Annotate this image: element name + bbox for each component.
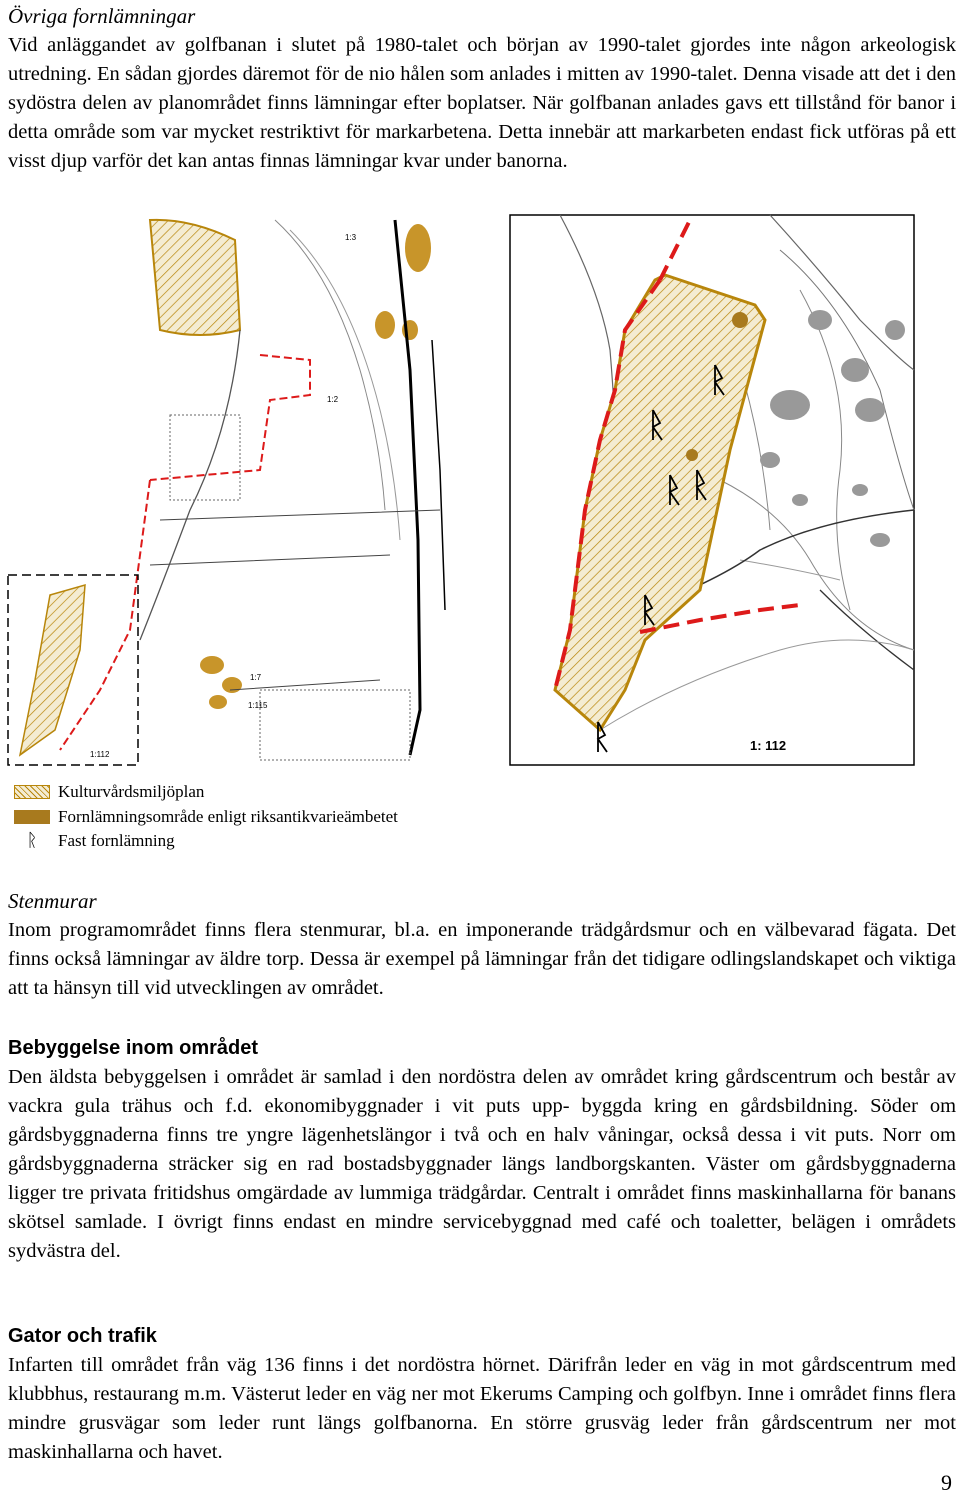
map-label: 1:3: [345, 233, 357, 242]
paragraph: [8, 916, 956, 1003]
map-figure: [0, 210, 960, 770]
rock: [792, 494, 808, 506]
rock: [808, 310, 832, 330]
legend-item: [14, 780, 398, 805]
rock: [852, 484, 868, 496]
legend-item: [14, 805, 398, 830]
line: två och en halv våningar, också dessa i vit puts. Norr om gårdsbyggnaderna sträcker sig en: [8, 1124, 956, 1175]
legend-label: Fornlämningsområde enligt riksantikvarieämbetet: [58, 806, 398, 826]
hatch-swatch-icon: [14, 785, 50, 799]
road: [432, 340, 445, 610]
map-label: 1:7: [250, 673, 262, 682]
fornlamning-area: [222, 677, 242, 693]
solid-swatch-icon: [14, 810, 50, 824]
line: gårdscentrum och består av vackra gula trähus och f.d. ekonomibyggnader i vit puts upp-: [8, 1066, 956, 1117]
coast-line: [140, 330, 240, 640]
legend-item: [14, 829, 398, 854]
line: toaletter, belägen i områdets sydvästra del.: [8, 1211, 957, 1262]
line: Den äldsta bebyggelsen i området är samlad i den nordöstra delen av området kring: [8, 1066, 719, 1088]
building-cluster: [260, 690, 410, 760]
hatch-area-north: [150, 220, 240, 335]
rune-icon: ᚱ: [26, 830, 38, 852]
line: varför det kan antas finnas lämningar kvar under banorna.: [92, 150, 568, 172]
plan-boundary: [150, 355, 310, 480]
line: någon arkeologisk utredning. En sådan gjordes däremot för de nio hålen som anlades i mitten: [8, 34, 957, 85]
line: gårdscentrum med klubbhus, restaurang m.m. Västerut leder en väg ner mot Ekerums: [8, 1354, 956, 1405]
rock: [770, 390, 810, 420]
line: från det tidigare odlingslandskapet och viktiga att ta hänsyn till vid utvecklingen av området.: [8, 948, 956, 999]
line: banans skötsel samlade. I övrigt finns endast en mindre servicebyggnad med café och: [8, 1182, 957, 1233]
map-legend: [14, 780, 398, 854]
scale-label-right: 1: 112: [750, 738, 787, 753]
rock: [855, 398, 885, 422]
path-line: [150, 510, 440, 690]
legend-label: Kulturvårdsmiljöplan: [58, 782, 205, 801]
scale-label-left: 1:112: [90, 750, 110, 759]
page-number: 9: [941, 1470, 952, 1495]
fornlamning-area: [200, 656, 224, 674]
line: välbevarad fägata. Det finns också lämningar av äldre torp. Dessa är exempel på lämningar: [8, 919, 956, 970]
contour-line: [275, 220, 385, 510]
fornlamning-point: [732, 312, 748, 328]
line: golfbanorna. En större grusväg leder från gårdscentrum ner mot maskinhallarna och havet.: [8, 1412, 957, 1463]
fornlamning-area: [405, 224, 431, 272]
map-label: 1:115: [248, 701, 268, 710]
section-heading: Bebyggelse inom området: [8, 1037, 259, 1059]
line: av 1990-talet. Denna visade att det i den sydöstra delen av planområdet finns lämningar efter: [8, 63, 957, 114]
road-136: [395, 220, 420, 755]
section-heading: Gator och trafik: [8, 1325, 157, 1347]
rock: [841, 358, 869, 382]
line: Inom programområdet finns flera stenmurar, bl.a. en imponerande trädgårdsmur och en: [8, 919, 757, 941]
paragraph: [8, 31, 956, 176]
building-cluster: [170, 415, 240, 500]
section-heading: Övriga fornlämningar: [8, 4, 196, 28]
line: Vid anläggandet av golfbanan i slutet på 1980-talet och början av 1990-talet gjordes inte: [8, 34, 792, 56]
line: Infarten till området från väg 136 finns i det nordöstra hörnet. Därifrån leder en väg in mot: [8, 1354, 794, 1376]
section-gator-och-trafik: [8, 1322, 956, 1467]
section-stenmurar: [8, 887, 956, 1003]
map-label: 1:2: [327, 395, 339, 404]
line: boplatser. När golfbanan anlades gavs ett tillstånd för banor i detta område som var mycket: [8, 92, 957, 143]
fornlamning-area: [209, 695, 227, 709]
line: rad bostadsbyggnader längs landborgskanten. Väster om gårdsbyggnaderna ligger tre privata: [8, 1153, 956, 1204]
line: byggda kring en gårdsbildning. Söder om gårdsbyggnaderna finns tre yngre lägenhetslängor i: [8, 1095, 957, 1146]
fornlamning-point: [686, 449, 698, 461]
section-heading: Stenmurar: [8, 889, 97, 913]
legend-label: Fast fornlämning: [58, 831, 175, 850]
line: restriktivt för markarbetena. Detta innebär att markarbeten endast fick utföras på ett visst djup: [8, 121, 957, 172]
paragraph: [8, 1351, 956, 1467]
paragraph: [8, 1063, 956, 1266]
rock: [870, 533, 890, 547]
rock: [885, 320, 905, 340]
fornlamning-area: [375, 311, 395, 339]
overview-map: [60, 220, 445, 760]
line: fritidshus omgärdade av lummiga trädgårdar. Centralt i området finns maskinhallarna för: [152, 1182, 893, 1204]
hatch-area-inset: [20, 585, 85, 755]
section-ovriga-fornlamningar: [8, 2, 956, 176]
rock: [760, 452, 780, 468]
section-bebyggelse: [8, 1034, 956, 1266]
line: Camping och golfbyn. Inne i området finns flera mindre grusvägar som leder runt längs: [8, 1383, 957, 1434]
